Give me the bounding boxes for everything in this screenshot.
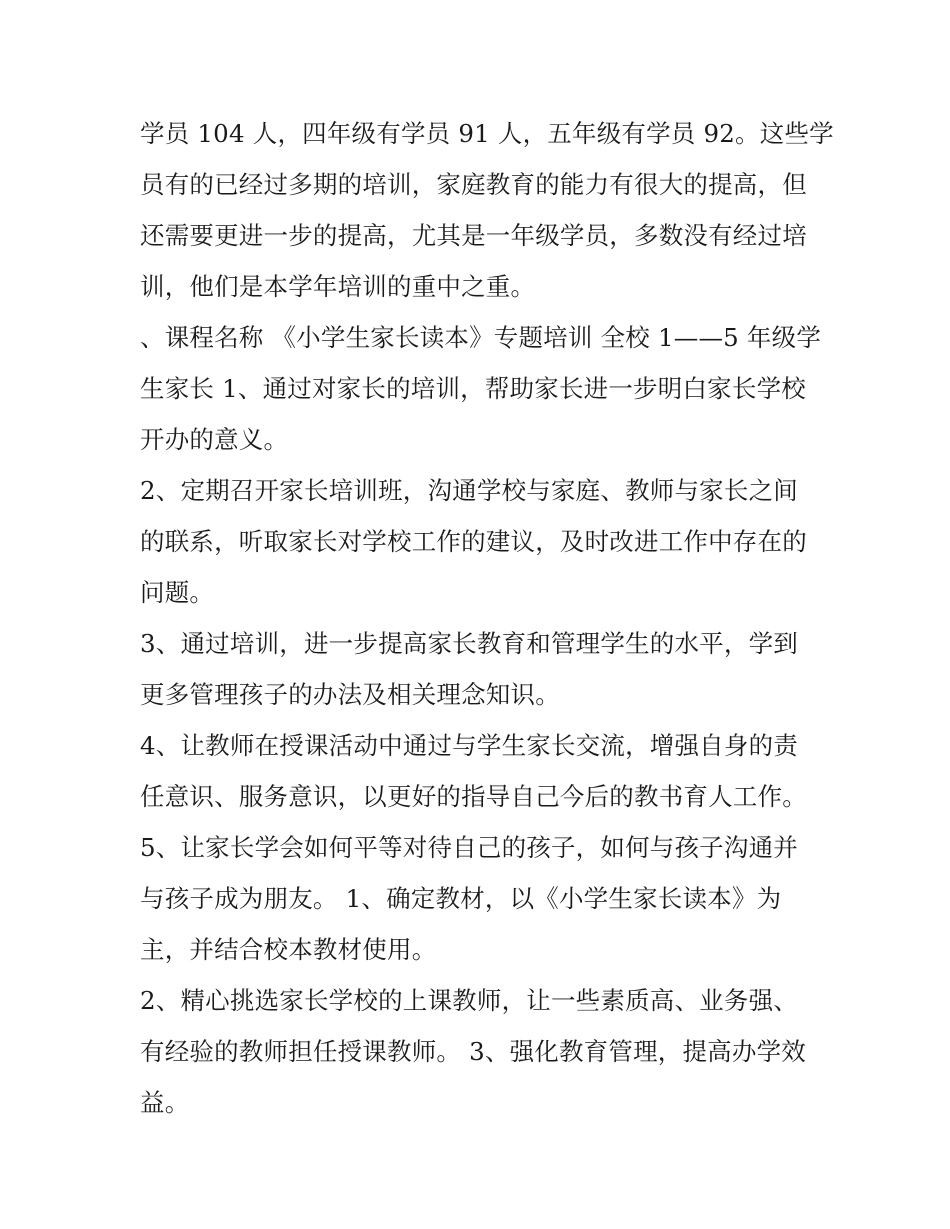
- text-line: 开办的意义。: [140, 425, 289, 454]
- text-line: 主，并结合校本教材使用。: [140, 935, 437, 964]
- paragraph-goal-3: [140, 618, 820, 720]
- paragraph-course-name: [140, 312, 820, 465]
- paragraph-measures: [140, 975, 820, 1128]
- text-line: 4、让教师在授课活动中通过与学生家长交流，增强自身的责: [140, 731, 798, 760]
- paragraph-goal-2: [140, 465, 820, 618]
- text-line: 更多管理孩子的办法及相关理念知识。: [140, 680, 560, 709]
- text-line: 与孩子成为朋友。 1、确定教材，以《小学生家长读本》为: [140, 884, 782, 913]
- text-line: 5、让家长学会如何平等对待自己的孩子，如何与孩子沟通并: [140, 833, 798, 862]
- text-line: 学员 104 人，四年级有学员 91 人，五年级有学员 92。这些学: [140, 119, 834, 148]
- text-line: 生家长 1、通过对家长的培训，帮助家长进一步明白家长学校: [140, 374, 806, 403]
- document-body: [140, 108, 834, 1128]
- text-line: 员有的已经过多期的培训，家庭教育的能力有很大的提高，但: [140, 170, 807, 199]
- paragraph-student-counts: [140, 108, 834, 312]
- text-line: 益。: [140, 1088, 190, 1117]
- text-line: 任意识、服务意识，以更好的指导自己今后的教书育人工作。: [140, 782, 807, 811]
- text-line: 有经验的教师担任授课教师。 3、强化教育管理，提高办学效: [140, 1037, 806, 1066]
- text-line: 2、定期召开家长培训班，沟通学校与家庭、教师与家长之间: [140, 476, 798, 505]
- text-line: 、课程名称 《小学生家长读本》专题培训 全校 1——5 年级学: [140, 323, 822, 352]
- text-line: 训，他们是本学年培训的重中之重。: [140, 272, 536, 301]
- text-line: 还需要更进一步的提高，尤其是一年级学员，多数没有经过培: [140, 221, 807, 250]
- paragraph-goal-4: [140, 720, 820, 822]
- text-line: 的联系，听取家长对学校工作的建议，及时改进工作中存在的: [140, 527, 807, 556]
- text-line: 2、精心挑选家长学校的上课教师，让一些素质高、业务强、: [140, 986, 798, 1015]
- text-line: 3、通过培训，进一步提高家长教育和管理学生的水平，学到: [140, 629, 798, 658]
- text-line: 问题。: [140, 578, 215, 607]
- paragraph-goal-5: [140, 822, 820, 975]
